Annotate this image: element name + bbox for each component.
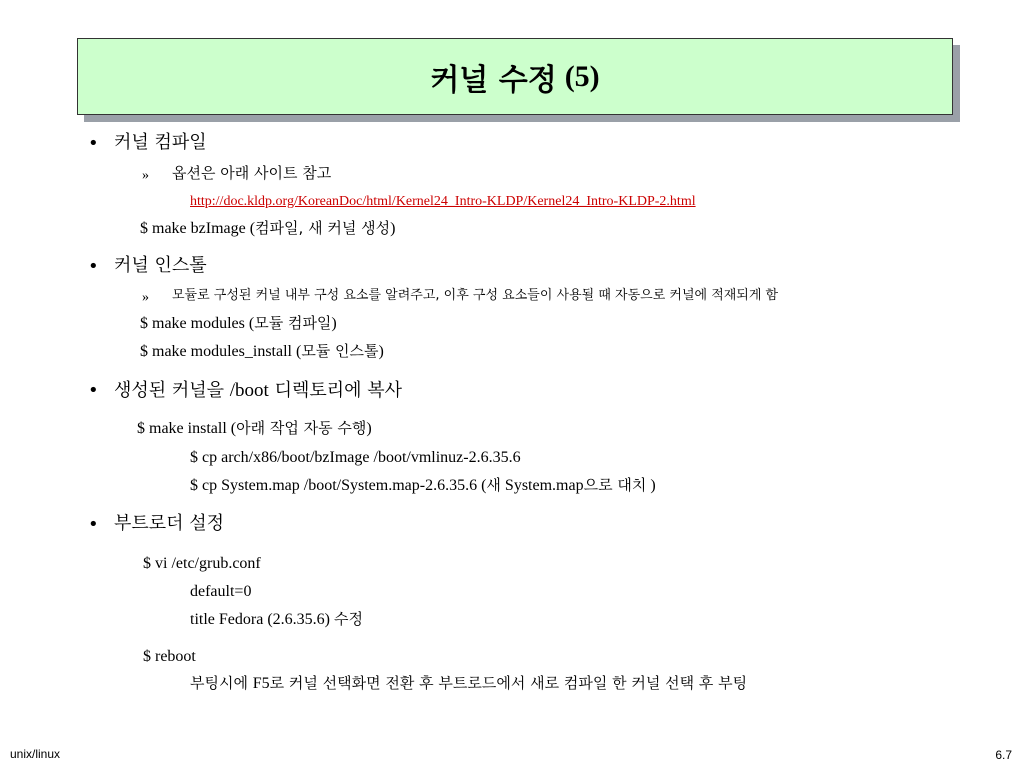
sub-item-options: 옵션은 아래 사이트 참고 (172, 164, 332, 182)
section-heading-bootloader: 부트로더 설정 (114, 513, 225, 534)
title-box (77, 38, 953, 115)
grub-title-line (190, 612, 363, 628)
command-text: System.map (500, 477, 584, 494)
command-reboot: $ reboot (143, 648, 196, 665)
section-heading-copy (114, 381, 402, 400)
command-make-bzimage (140, 221, 395, 237)
command-note: 으로 대치 (583, 476, 647, 494)
command-note: 모듈 인스톨 (301, 342, 379, 360)
instruction-key: F5 (252, 675, 270, 692)
command-text: ) (646, 477, 656, 494)
command-note: 컴파일, 새 커널 생성 (255, 219, 391, 237)
command-text: ) (366, 420, 372, 437)
bullet-icon: • (88, 256, 99, 277)
command-cp-systemmap (190, 478, 656, 494)
command-cp-bzimage: $ cp arch/x86/boot/bzImage /boot/vmlinuz-2.6.35.6 (190, 449, 521, 466)
command-text: $ make modules ( (140, 315, 255, 332)
slide-title-number: (5) (564, 59, 600, 93)
slide-title: 커널 수정 (430, 62, 557, 98)
bullet-icon: • (88, 514, 99, 535)
command-text: $ make modules_install ( (140, 343, 302, 360)
command-make-modules (140, 316, 337, 332)
bullet-icon: • (88, 380, 99, 401)
footer-course: unix/linux (10, 747, 61, 761)
command-make-install (137, 421, 372, 437)
command-vi-grub: $ vi /etc/grub.conf (143, 555, 261, 572)
command-make-modules-install (140, 344, 384, 360)
grub-default-line: default=0 (190, 583, 252, 600)
heading-text: 디렉토리에 복사 (268, 380, 403, 401)
bullet-icon: • (88, 133, 99, 154)
command-text: $ cp System.map /boot/System.map-2.6.35.6 ( (190, 477, 487, 494)
section-heading-compile: 커널 컴파일 (114, 132, 207, 153)
command-note: 새 (486, 476, 501, 494)
command-note: 아래 작업 자동 수행 (236, 419, 367, 437)
command-text: $ make install ( (137, 420, 237, 437)
boot-instruction (190, 676, 747, 692)
command-note: 모듈 컴파일 (254, 314, 332, 332)
command-note: 수정 (333, 610, 363, 628)
footer-page-number: 6.7 (995, 748, 1012, 762)
command-text: ) (378, 343, 384, 360)
instruction-text: 로 커널 선택화면 전환 후 부트로드에서 새로 컴파일 한 커널 선택 후 부팅 (269, 674, 748, 692)
instruction-text: 부팅시에 (190, 674, 253, 692)
command-text: ) (331, 315, 337, 332)
heading-text: 생성된 커널을 (114, 380, 230, 401)
reference-link[interactable]: http://doc.kldp.org/KoreanDoc/html/Kernel24_Intro-KLDP/Kernel24_Intro-KLDP-2.html (190, 194, 696, 209)
heading-path: /boot (229, 380, 269, 401)
sub-item-modules-description: 모듈로 구성된 커널 내부 구성 요소를 알려주고, 이후 구성 요소들이 사용될 때 자동으로 커널에 적재되게 함 (172, 288, 779, 303)
command-text: title Fedora (2.6.35.6) (190, 611, 334, 628)
sub-bullet-icon: » (142, 290, 149, 305)
sub-bullet-icon: » (142, 168, 149, 183)
command-text: $ make bzImage ( (140, 220, 256, 237)
section-heading-install: 커널 인스톨 (114, 255, 207, 276)
command-text: ) (390, 220, 396, 237)
